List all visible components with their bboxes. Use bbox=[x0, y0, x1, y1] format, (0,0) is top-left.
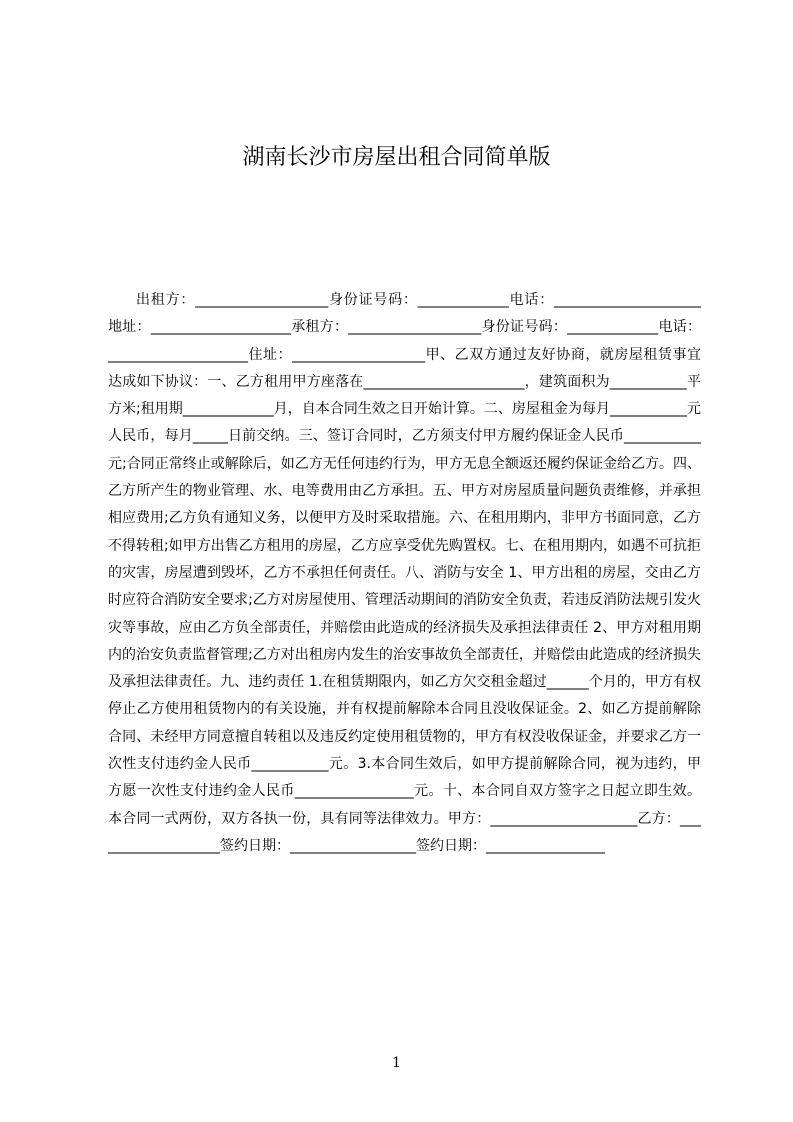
page-number: 1 bbox=[392, 1055, 401, 1071]
document-title: 湖南长沙市房屋出租合同简单版 bbox=[242, 145, 551, 170]
contract-body: 出租方：___________________身份证号码：_____________电话：_____________________地址：____________________承租方：___________________身份证号码：_____________电话：____________________住址：___________________甲、乙双方通过友好协商，就房屋租赁事宜达成如下协议：一、乙方租用甲方座落在_______________________，建筑面积为___________平方米;租用期_____________月，自本合同生效之日开始计算。二、房屋租金为每月___________元人民币，每月_____日前交纳。三、签订合同时，乙方须支付甲方履约保证金人民币___________元;合同正常终止或解除后，如乙方无任何违约行为，甲方无息全额返还履约保证金给乙方。四、乙方所产生的物业管理、水、电等费用由乙方承担。五、甲方对房屋质量问题负责维修，并承担相应费用;乙方负有通知义务，以便甲方及时采取措施。六、在租用期内，非甲方书面同意，乙方不得转租;如甲方出售乙方租用的房屋，乙方应享受优先购置权。七、在租用期内，如遇不可抗拒的灾害，房屋遭到毁坏，乙方不承担任何责任。八、消防与安全 1、甲方出租的房屋，交由乙方时应符合消防安全要求;乙方对房屋使用、管理活动期间的消防安全负责，若违反消防法规引发火灾等事故，应由乙方负全部责任，并赔偿由此造成的经济损失及承担法律责任 2、甲方对租用期内的治安负责监督管理;乙方对出租房内发生的治安事故负全部责任，并赔偿由此造成的经济损失及承担法律责任。九、违约责任 1.在租赁期限内，如乙方欠交租金超过______个月的，甲方有权停止乙方使用租赁物内的有关设施，并有权提前解除本合同且没收保证金。2、如乙方提前解除合同、未经甲方同意擅自转租以及违反约定使用租赁物的，甲方有权没收保证金，并要求乙方一次性支付违约金人民币___________元。3.本合同生效后，如甲方提前解除合同，视为违约，甲方愿一次性支付违约金人民币_________________元。十、本合同自双方签字之日起立即生效。本合同一式两份，双方各执一份，具有同等法律效力。甲方：_____________________乙方：___________________签约日期：__________________签约日期：_________________ bbox=[108, 292, 701, 854]
